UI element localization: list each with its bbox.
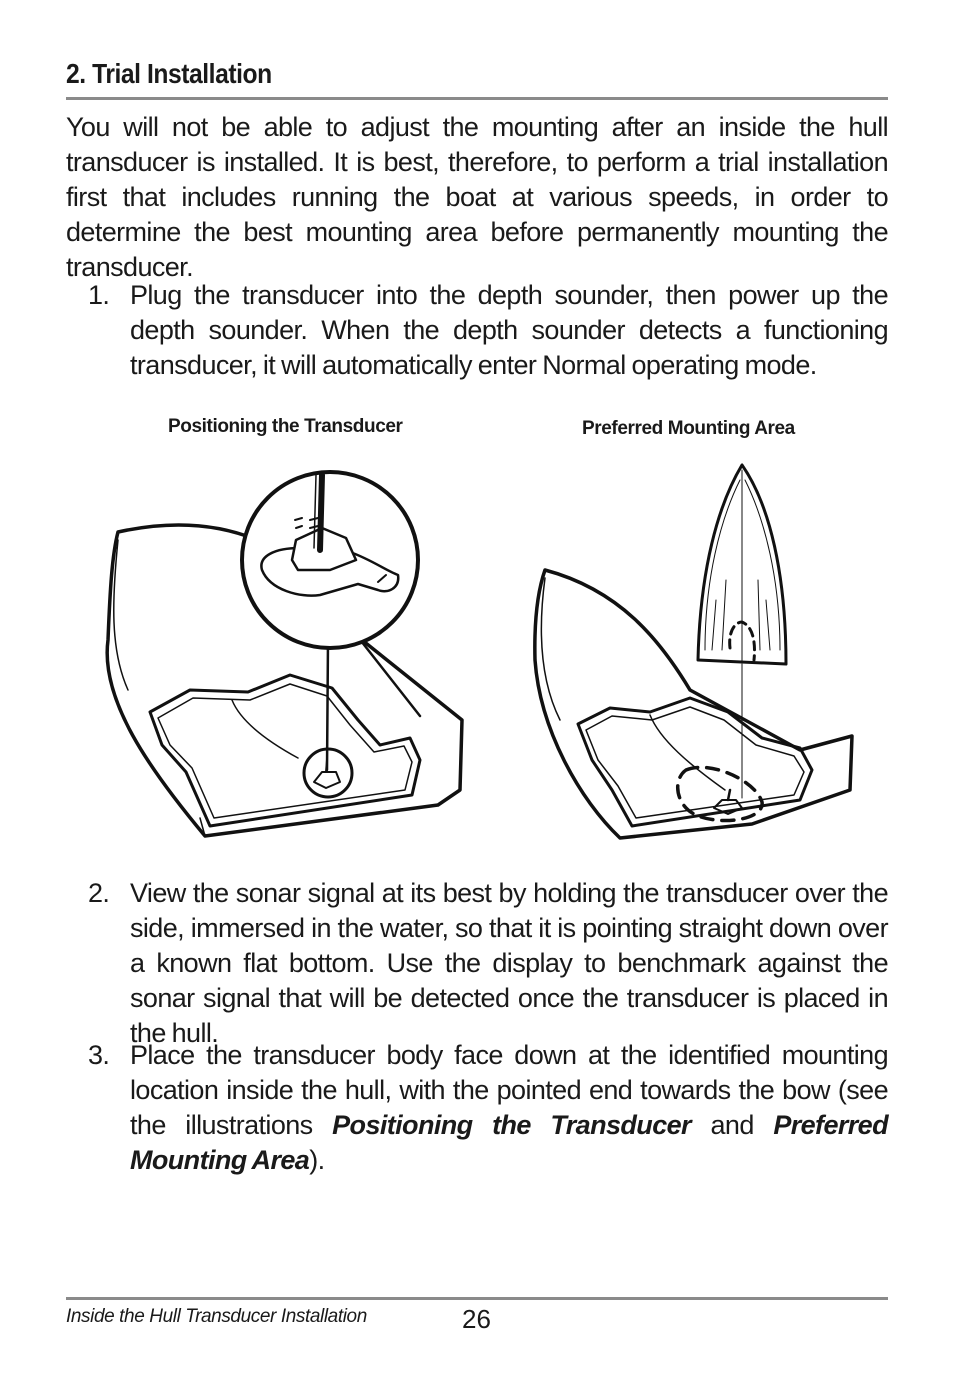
step-text-part: Place the transducer body face down at the identified mounting location inside the hull, with the pointed end towards the bow (see the illustrations: [130, 1040, 888, 1140]
figure-caption-mounting-area: Preferred Mounting Area: [582, 418, 795, 439]
step-number: 3.: [88, 1040, 110, 1070]
step-2: [88, 876, 888, 1051]
figure-reference-positioning: Positioning the Transducer: [332, 1110, 691, 1140]
step-text: [130, 1038, 888, 1178]
figure-caption-positioning: Positioning the Transducer: [168, 416, 403, 437]
section-title: 2. Trial Installation: [66, 58, 272, 89]
step-text-part: ).: [309, 1145, 325, 1175]
step-text: View the sonar signal at its best by holding the transducer over the side, immersed in the water, so that it is pointing straight down over a known flat bottom. Use the display to benchmark against the sonar signal that will be detected once the transducer is placed in the hull.: [130, 878, 888, 1048]
footer-title: Inside the Hull Transducer Installation: [66, 1306, 367, 1327]
step-text-part: and: [690, 1110, 774, 1140]
step-text: Plug the transducer into the depth sounder, then power up the depth sounder. When the depth sounder detects a functioning transducer, it will automatically enter Normal operating mode.: [130, 280, 888, 380]
right-hull-illustration: [535, 465, 852, 838]
figure-reference-mounting-area: Preferred Mounting Area: [130, 1110, 888, 1175]
step-3: [88, 1038, 888, 1178]
step-number: 1.: [88, 280, 110, 310]
left-hull-illustration: [107, 472, 462, 836]
intro-paragraph: You will not be able to adjust the mounting after an inside the hull transducer is installed. It is best, therefore, to perform a trial installation first that includes running the boat at various speeds, in order to determine the best mounting area before permanently mounting the transducer.: [66, 112, 888, 282]
page-number: 26: [462, 1304, 491, 1334]
step-number: 2.: [88, 878, 110, 908]
footer-rule: [66, 1297, 888, 1300]
